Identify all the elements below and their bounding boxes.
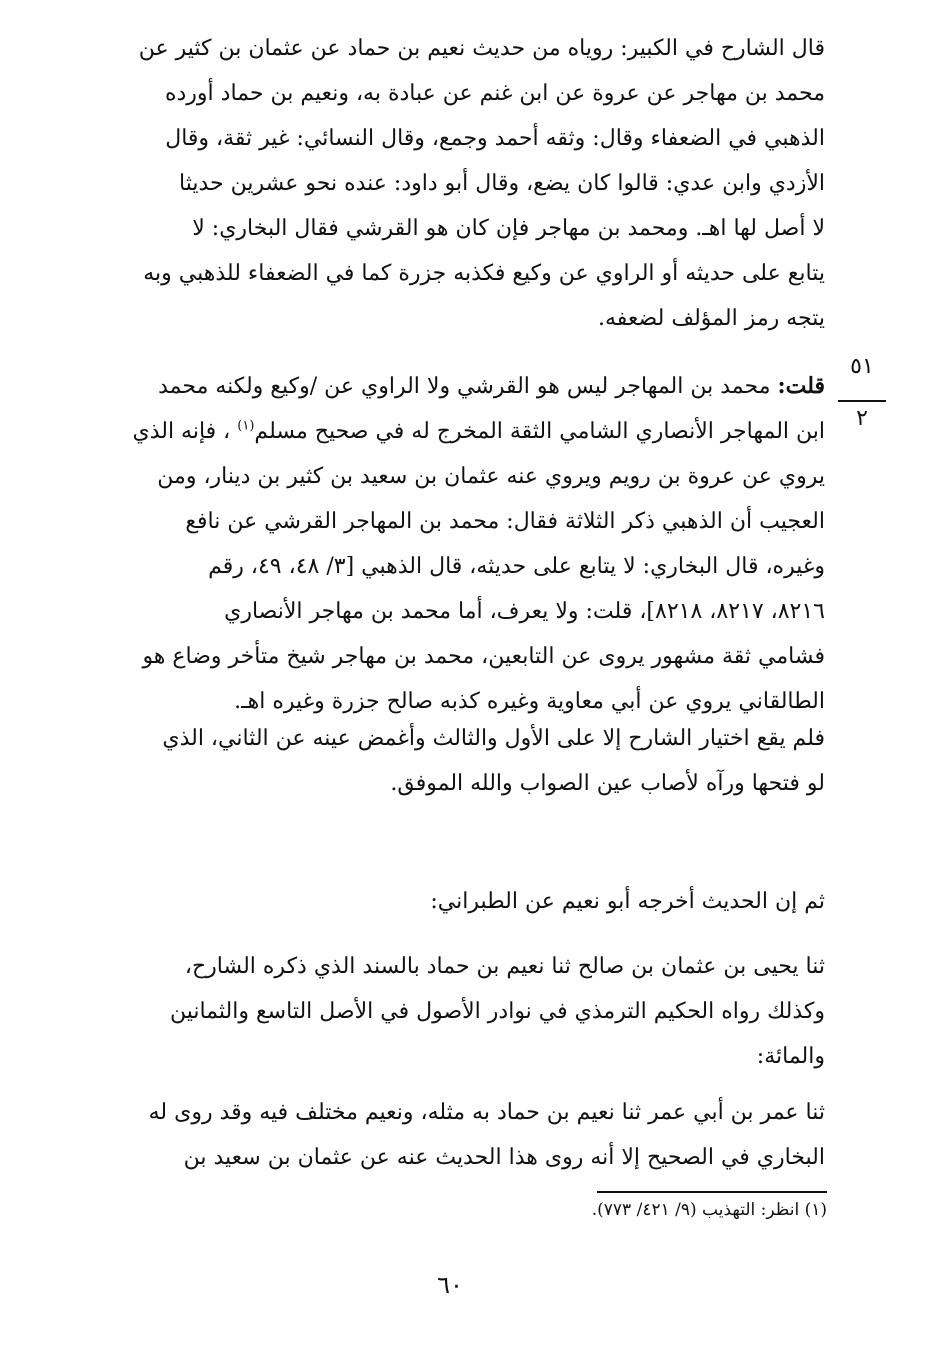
paragraph-5: [95, 944, 825, 1079]
text-line: [95, 364, 825, 409]
margin-divider: [838, 400, 886, 402]
text-line: الأزدي وابن عدي: قالوا كان يضع، وقال أبو داود: عنده نحو عشرين حديثا: [179, 171, 825, 196]
qultu-lead: قلت:: [777, 373, 825, 399]
footnote-divider: [597, 1191, 827, 1193]
text-line: فشامي ثقة مشهور يروى عن التابعين، محمد بن مهاجر شيخ متأخر وضاع هو: [142, 644, 825, 669]
text-line: والمائة:: [756, 1044, 825, 1069]
text-line: العجيب أن الذهبي ذكر الثلاثة فقال: محمد بن المهاجر القرشي عن نافع: [185, 509, 825, 534]
text-line: الطالقاني يروي عن أبي معاوية وغيره كذبه صالح جزرة وغيره اهـ.: [234, 689, 825, 714]
text-line: البخاري في الصحيح إلا أنه روى هذا الحديث عنه عن عثمان بن سعيد بن: [183, 1145, 825, 1170]
text-line: يتجه رمز المؤلف لضعفه.: [598, 306, 825, 331]
text-line: ثم إن الحديث أخرجه أبو نعيم عن الطبراني:: [430, 889, 825, 914]
paragraph-3: [95, 716, 825, 806]
text-segment: محمد بن المهاجر ليس هو القرشي ولا الراوي عن /وكيع ولكنه محمد: [158, 374, 778, 399]
text-line: لا أصل لها اهـ. ومحمد بن مهاجر فإن كان هو القرشي فقال البخاري: لا: [192, 216, 825, 241]
text-line: لو فتحها ورآه لأصاب عين الصواب والله الموفق.: [390, 771, 825, 796]
text-line: ٨٢١٦، ٨٢١٧، ٨٢١٨]، قلت: ولا يعرف، أما محمد بن مهاجر الأنصاري: [224, 599, 825, 624]
paragraph-2: [95, 364, 825, 724]
text-line: محمد بن مهاجر عن عروة عن ابن غنم عن عبادة به، ونعيم بن حماد أورده: [164, 81, 825, 106]
page-number: ٦٠: [437, 1271, 463, 1299]
text-line: قال الشارح في الكبير: روياه من حديث نعيم بن حماد عن عثمان بن كثير عن: [138, 36, 825, 61]
text-line: [95, 409, 825, 454]
text-line: يتابع على حديثه أو الراوي عن وكيع فكذبه جزرة كما في الضعفاء للذهبي وبه: [143, 261, 825, 286]
footnote: (١) انظر: التهذيب (٩/ ٤٢١/ ٧٧٣).: [591, 1200, 827, 1220]
margin-ref-bottom: ٢: [856, 406, 868, 431]
footnote-marker: (١): [237, 418, 255, 434]
paragraph-1: [95, 26, 825, 341]
paragraph-6: [95, 1090, 825, 1180]
text-line: فلم يقع اختيار الشارح إلا على الأول والثالث وأغمض عينه عن الثاني، الذي: [162, 726, 825, 751]
text-segment: ، فإنه الذي: [132, 419, 238, 444]
paragraph-4: [95, 879, 825, 924]
text-line: وكذلك رواه الحكيم الترمذي في نوادر الأصول في الأصل التاسع والثمانين: [169, 999, 825, 1024]
text-segment: ابن المهاجر الأنصاري الشامي الثقة المخرج له في صحيح مسلم: [254, 419, 825, 444]
text-line: ثنا يحيى بن عثمان بن صالح ثنا نعيم بن حماد بالسند الذي ذكره الشارح،: [184, 954, 825, 979]
margin-ref-top: ٥١: [850, 354, 874, 379]
text-line: يروي عن عروة بن رويم ويروي عنه عثمان بن سعيد بن كثير بن دينار، ومن: [157, 464, 825, 489]
text-line: الذهبي في الضعفاء وقال: وثقه أحمد وجمع، وقال النسائي: غير ثقة، وقال: [165, 126, 825, 151]
text-line: وغيره، قال البخاري: لا يتابع على حديثه، قال الذهبي [٣/ ٤٨، ٤٩، رقم: [208, 554, 825, 579]
text-line: ثنا عمر بن أبي عمر ثنا نعيم بن حماد به مثله، ونعيم مختلف فيه وقد روى له: [148, 1100, 825, 1125]
